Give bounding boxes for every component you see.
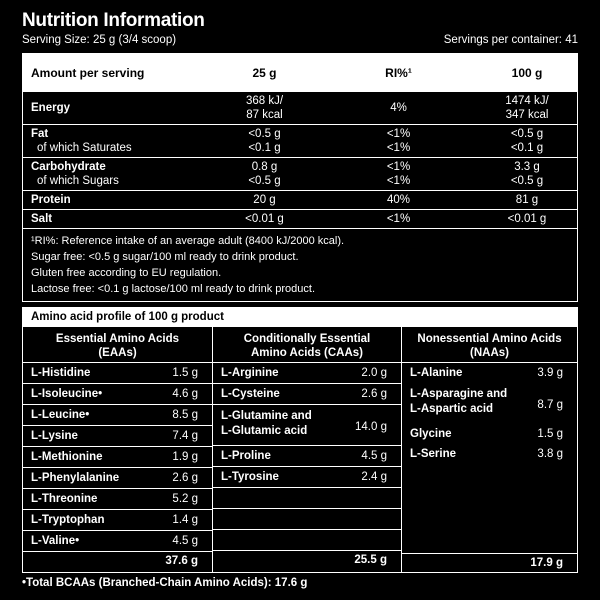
row-serving: 368 kJ/ 87 kcal <box>245 95 284 121</box>
row-name: Protein <box>31 194 71 206</box>
item-value: 1.5 g <box>172 367 198 379</box>
empty-row <box>213 530 401 551</box>
empty-row <box>213 509 401 530</box>
list-item <box>402 424 577 444</box>
amino-heading: Amino acid profile of 100 g product <box>23 308 577 327</box>
item-value: 5.2 g <box>172 493 198 505</box>
item-value: 1.9 g <box>172 451 198 463</box>
list-item <box>213 384 401 405</box>
row-ri-sub: <1% <box>386 142 411 154</box>
empty-row <box>213 488 401 509</box>
row-serving-sub: <0.5 g <box>248 175 281 187</box>
row-serving: <0.5 g <box>248 128 281 140</box>
row-100g: 81 g <box>515 194 539 206</box>
row-ri-sub: <1% <box>386 175 411 187</box>
item-name: L-Alanine <box>410 367 463 379</box>
column-total: 37.6 g <box>165 555 198 567</box>
column-caa <box>213 327 402 572</box>
item-value: 2.0 g <box>361 367 387 379</box>
list-item <box>402 383 577 424</box>
list-item <box>23 384 212 405</box>
footnotes <box>22 229 578 302</box>
item-name: L-Isoleucine• <box>31 388 103 400</box>
column-naa <box>402 327 577 572</box>
row-ri: <1% <box>386 128 411 140</box>
note-ri: ¹RI%: Reference intake of an average adult (8400 kJ/2000 kcal). <box>31 235 345 247</box>
column-spacer <box>402 464 577 554</box>
item-value: 2.6 g <box>361 388 387 400</box>
item-value: 4.5 g <box>172 535 198 547</box>
row-100g-sub: <0.1 g <box>510 142 544 154</box>
row-name: Salt <box>31 213 53 225</box>
row-subname: of which Saturates <box>37 142 132 154</box>
item-name: Glycine <box>410 428 452 440</box>
item-name: L-Proline <box>221 450 271 462</box>
row-serving: 20 g <box>253 194 276 206</box>
row-name: Carbohydrate <box>31 161 106 173</box>
row-100g: 1474 kJ/ 347 kcal <box>505 95 549 121</box>
item-value: 1.4 g <box>172 514 198 526</box>
row-100g: 3.3 g <box>514 161 540 173</box>
column-total: 17.9 g <box>530 557 563 569</box>
bcaa-total: •Total BCAAs (Branched-Chain Amino Acids): 17.6 g <box>22 577 308 589</box>
table-row <box>23 190 577 209</box>
row-100g-sub: <0.5 g <box>510 175 544 187</box>
item-value: 8.7 g <box>537 399 563 411</box>
item-value: 14.0 g <box>355 420 387 433</box>
row-ri: 4% <box>390 102 407 114</box>
item-value: 2.6 g <box>172 472 198 484</box>
item-name: L-Arginine <box>221 367 279 379</box>
item-name: L-Leucine• <box>31 409 90 421</box>
amino-acid-table <box>22 307 578 573</box>
nutrition-label <box>22 10 578 589</box>
list-item <box>23 426 212 447</box>
item-name: L-Tryptophan <box>31 514 105 526</box>
row-subname: of which Sugars <box>37 175 119 187</box>
item-value: 4.6 g <box>172 388 198 400</box>
list-item <box>402 444 577 464</box>
item-name: L-Methionine <box>31 451 103 463</box>
row-name: Energy <box>31 102 70 114</box>
list-item <box>213 363 401 384</box>
item-name: L-Histidine <box>31 367 91 379</box>
item-value: 3.9 g <box>537 367 563 379</box>
note-gluten: Gluten free according to EU regulation. <box>31 267 222 279</box>
serving-size: Serving Size: 25 g (3/4 scoop) <box>22 34 177 46</box>
list-item <box>23 489 212 510</box>
table-row <box>23 91 577 124</box>
item-name: L-Glutamine and L-Glutamic acid <box>221 410 312 437</box>
header-100g: 100 g <box>511 65 543 80</box>
item-name: L-Asparagine and L-Aspartic acid <box>410 388 508 415</box>
row-ri: <1% <box>386 213 411 225</box>
list-item <box>402 363 577 383</box>
nutrition-table <box>22 53 578 229</box>
item-name: L-Threonine <box>31 493 98 505</box>
table-row <box>23 157 577 190</box>
table-row <box>23 124 577 157</box>
item-name: L-Cysteine <box>221 388 280 400</box>
item-value: 4.5 g <box>361 450 387 462</box>
page-title: Nutrition Information <box>22 10 205 31</box>
list-item <box>23 363 212 384</box>
nutrition-table-header <box>23 54 577 91</box>
item-name: L-Serine <box>410 448 457 460</box>
header-serving: 25 g <box>252 65 277 80</box>
list-item <box>23 405 212 426</box>
item-value: 8.5 g <box>172 409 198 421</box>
item-value: 3.8 g <box>537 448 563 460</box>
header-amount: Amount per serving <box>31 65 145 80</box>
row-ri: <1% <box>386 161 411 173</box>
column-eaa <box>23 327 213 572</box>
row-serving: <0.01 g <box>245 213 284 225</box>
table-row <box>23 209 577 228</box>
servings-per-container: Servings per container: 41 <box>443 34 578 46</box>
column-title: Nonessential Amino Acids (NAAs) <box>402 327 577 363</box>
list-item <box>23 468 212 489</box>
header-ri: RI%¹ <box>385 65 412 80</box>
item-name: L-Tyrosine <box>221 471 279 483</box>
column-title: Conditionally Essential Amino Acids (CAAs) <box>213 327 401 363</box>
note-sugar: Sugar free: <0.5 g sugar/100 ml ready to drink product. <box>31 251 299 263</box>
list-item <box>23 510 212 531</box>
serving-info <box>22 33 578 47</box>
item-value: 7.4 g <box>172 430 198 442</box>
list-item <box>23 447 212 468</box>
list-item <box>23 531 212 552</box>
list-item <box>213 446 401 467</box>
item-name: L-Valine• <box>31 535 80 547</box>
list-item <box>213 405 401 446</box>
row-name: Fat <box>31 128 49 140</box>
row-100g: <0.5 g <box>510 128 544 140</box>
column-title: Essential Amino Acids (EAAs) <box>23 327 212 363</box>
item-value: 2.4 g <box>361 471 387 483</box>
row-ri: 40% <box>386 194 411 206</box>
row-100g: <0.01 g <box>507 213 547 225</box>
list-item <box>213 467 401 488</box>
note-lactose: Lactose free: <0.1 g lactose/100 ml ready to drink product. <box>31 283 316 295</box>
item-name: L-Lysine <box>31 430 78 442</box>
row-serving-sub: <0.1 g <box>248 142 281 154</box>
item-value: 1.5 g <box>537 428 563 440</box>
column-total: 25.5 g <box>354 554 387 566</box>
item-name: L-Phenylalanine <box>31 472 120 484</box>
row-serving: 0.8 g <box>251 161 278 173</box>
